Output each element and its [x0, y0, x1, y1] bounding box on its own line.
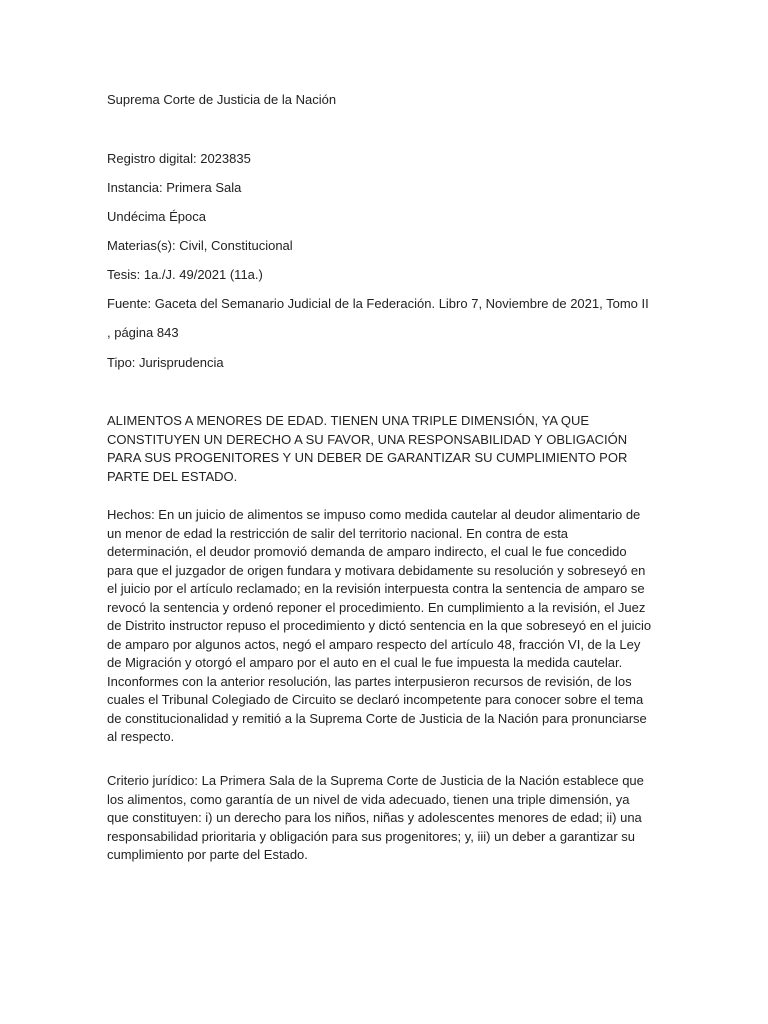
fuente-line-1: Fuente: Gaceta del Semanario Judicial de la Federación. Libro 7, Noviembre de 2021, Tomo II [107, 296, 649, 311]
instancia: Instancia: Primera Sala [107, 180, 242, 195]
tipo: Tipo: Jurisprudencia [107, 355, 224, 370]
fuente-line-2: , página 843 [107, 325, 179, 340]
court-name: Suprema Corte de Justicia de la Nación [107, 92, 337, 107]
materias: Materias(s): Civil, Constitucional [107, 238, 293, 253]
criterio-paragraph: Criterio jurídico: La Primera Sala de la Suprema Corte de Justicia de la Nación establece que los alimentos, como garantía de un nivel de vida adecuado, tienen una triple dimensión, ya que constituyen: i) un derecho para los niños, niñas y adolescentes menores de edad; ii) una responsabilidad prioritaria y obligación para sus progenitores; y, iii) un deber a garantizar su cumplimiento por parte del Estado. [107, 773, 644, 862]
epoca: Undécima Época [107, 209, 206, 224]
tesis: Tesis: 1a./J. 49/2021 (11a.) [107, 267, 263, 282]
registro-digital: Registro digital: 2023835 [107, 151, 251, 166]
thesis-title: ALIMENTOS A MENORES DE EDAD. TIENEN UNA TRIPLE DIMENSIÓN, YA QUE CONSTITUYEN UN DERECHO A SU FAVOR, UNA RESPONSABILIDAD Y OBLIGACIÓN PARA SUS PROGENITORES Y UN DEBER DE GARANTIZAR SU CUMPLIMIENTO POR PARTE DEL ESTADO. [107, 413, 628, 484]
hechos-paragraph: Hechos: En un juicio de alimentos se impuso como medida cautelar al deudor alimentario de un menor de edad la restricción de salir del territorio nacional. En contra de esta determinación, el deudor promovió demanda de amparo indirecto, el cual le fue concedido para que el juzgador de origen fundara y motivara debidamente su resolución y sobreseyó en el juicio por el artículo reclamado; en la revisión interpuesta contra la sentencia de amparo se revocó la sentencia y ordenó reponer el procedimiento. En cumplimiento a la revisión, el Juez de Distrito instructor repuso el procedimiento y dictó sentencia en la que sobreseyó en el juicio de amparo por algunos actos, negó el amparo respecto del artículo 48, fracción VI, de la Ley de Migración y otorgó el amparo por el auto en el cual le fue impuesta la medida cautelar. Inconformes con la anterior resolución, las partes interpusieron recursos de revisión, de los cuales el Tribunal Colegiado de Circuito se declaró incompetente para conocer sobre el tema de constitucionalidad y remitió a la Suprema Corte de Justicia de la Nación para pronunciarse al respecto. [107, 507, 652, 744]
